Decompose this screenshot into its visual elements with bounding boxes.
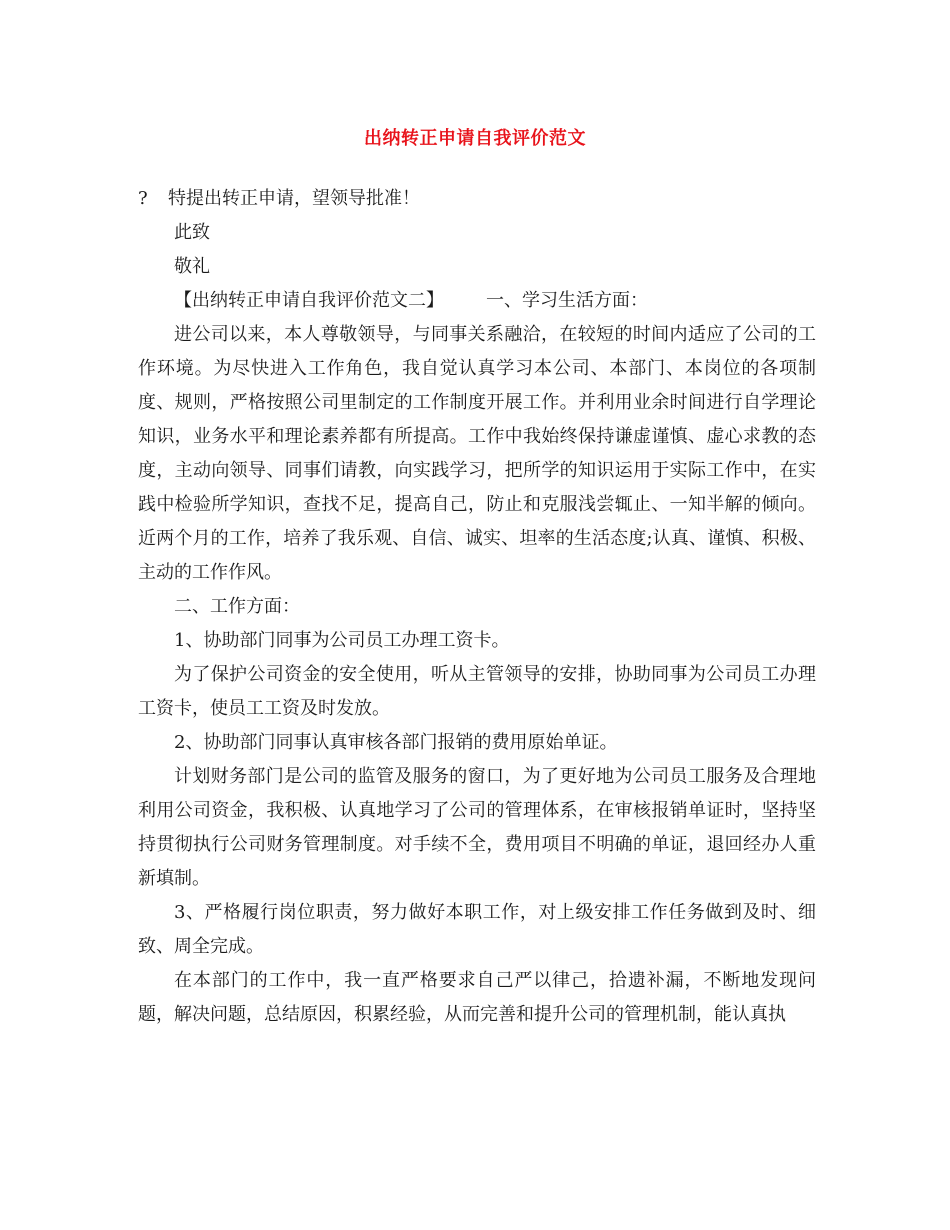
paragraph-study-life: 进公司以来，本人尊敬领导，与同事关系融洽，在较短的时间内适应了公司的工作环境。为尽快进入工作角色，我自觉认真学习本公司、本部门、本岗位的各项制度、规则，严格按照公司里制定的工作制度开展工作。并利用业余时间进行自学理论知识，业务水平和理论素养都有所提高。工作中我始终保持谦虚谨慎、虚心求教的态度，主动向领导、同事们请教，向实践学习，把所学的知识运用于实际工作中，在实践中检验所学知识，查找不足，提高自己，防止和克服浅尝辄止、一知半解的倾向。近两个月的工作，培养了我乐观、自信、诚实、坦率的生活态度;认真、谨慎、积极、主动的工作作风。 <box>138 324 816 583</box>
paragraph-closing: 敬礼 <box>174 256 210 277</box>
paragraph-work-heading: 二、工作方面： <box>174 596 300 617</box>
paragraph-request <box>138 182 816 216</box>
study-life-heading: 一、学习生活方面： <box>486 290 648 311</box>
document-title: 出纳转正申请自我评价范文 <box>364 128 586 149</box>
sample-two-heading: 【出纳转正申请自我评价范文二】 <box>174 290 444 311</box>
paragraph-item-1: 1、协助部门同事为公司员工办理工资卡。 <box>174 630 510 651</box>
document-body <box>138 182 816 1032</box>
paragraph-item-3: 3、严格履行岗位职责，努力做好本职工作，对上级安排工作任务做到及时、细致、周全完成。 <box>138 902 816 957</box>
paragraph-item-1-detail: 为了保护公司资金的安全使用，听从主管领导的安排，协助同事为公司员工办理工资卡，使员工工资及时发放。 <box>138 664 816 719</box>
unknown-glyph-marker: ? <box>138 188 148 209</box>
paragraph-item-2: 2、协助部门同事认真审核各部门报销的费用原始单证。 <box>174 732 618 753</box>
paragraph-request-text: 特提出转正申请，望领导批准！ <box>168 188 420 209</box>
paragraph-item-3-detail: 在本部门的工作中，我一直严格要求自己严以律己，拾遗补漏，不断地发现问题，解决问题，总结原因，积累经验，从而完善和提升公司的管理机制，能认真执 <box>138 970 816 1025</box>
paragraph-section-heading <box>138 284 816 318</box>
paragraph-salutation: 此致 <box>174 222 210 243</box>
paragraph-item-2-detail: 计划财务部门是公司的监管及服务的窗口，为了更好地为公司员工服务及合理地利用公司资金，我积极、认真地学习了公司的管理体系，在审核报销单证时，坚持坚持贯彻执行公司财务管理制度。对手续不全，费用项目不明确的单证，退回经办人重新填制。 <box>138 766 816 889</box>
